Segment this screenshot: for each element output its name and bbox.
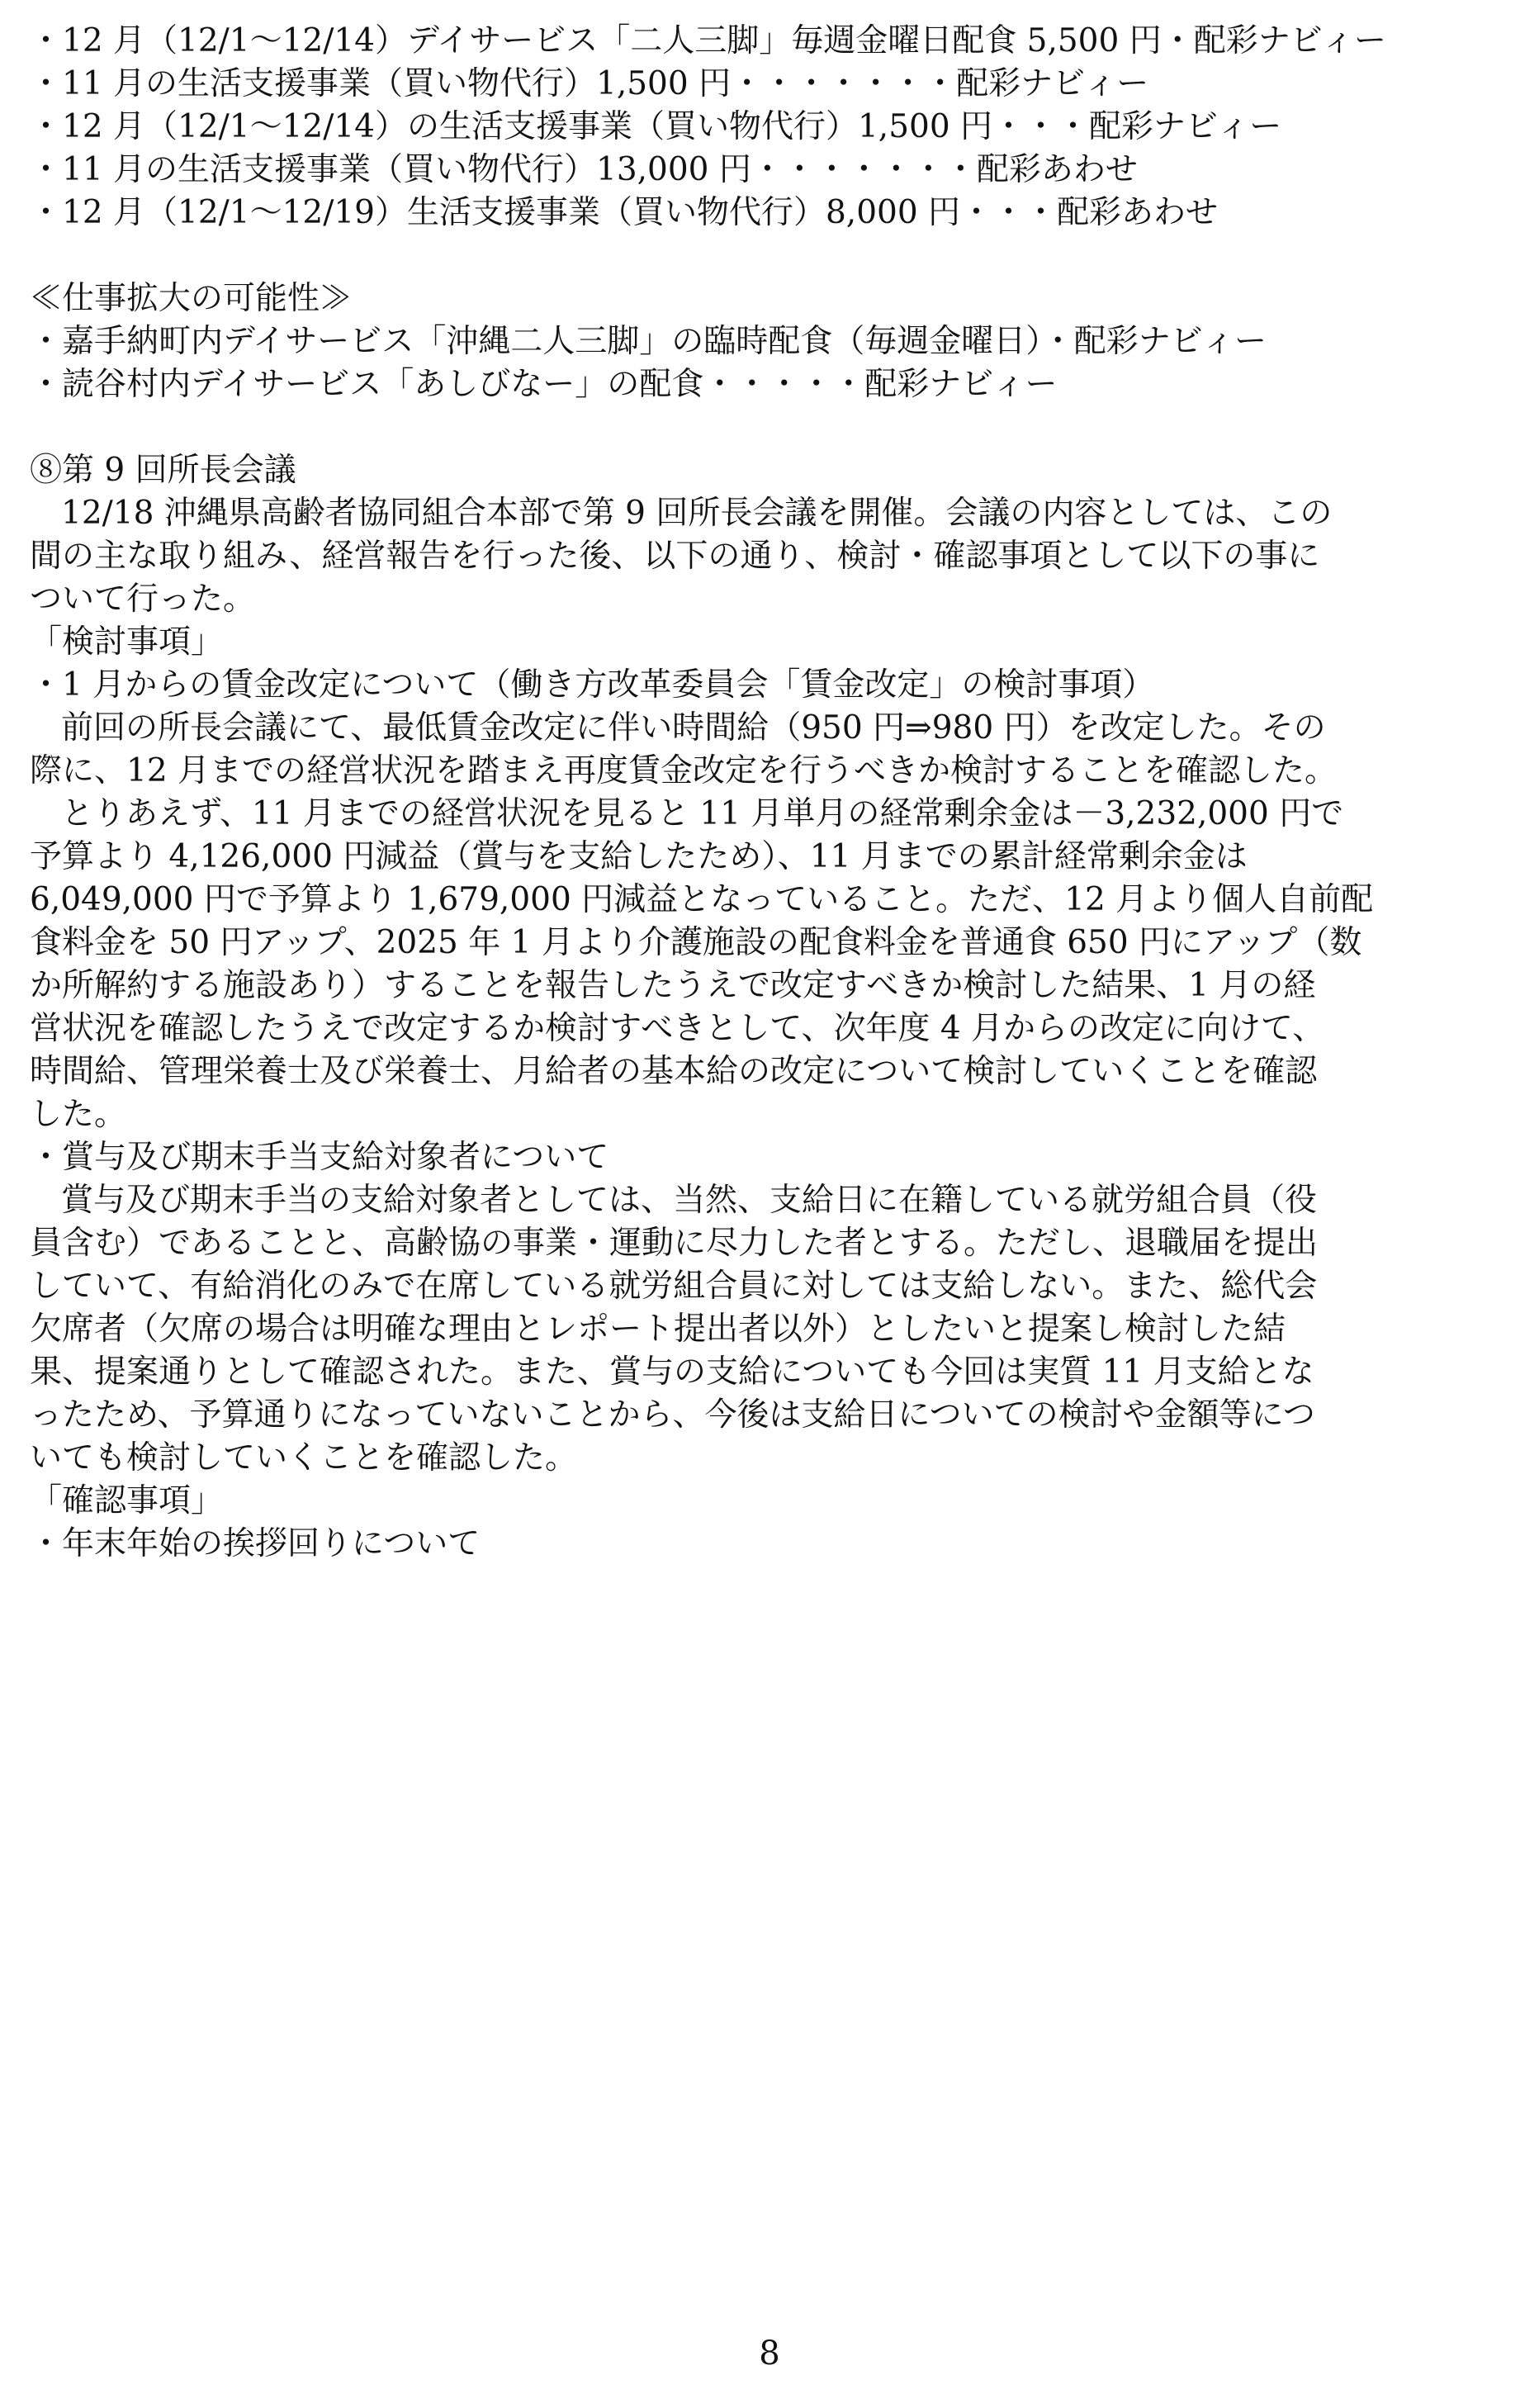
wage-text-line: 前回の所長会議にて、最低賃金改定に伴い時間給（950 円⇒980 円）を改定した。その <box>61 709 1326 747</box>
bonus-text-line: 果、提案通りとして確認された。また、賞与の支給についても今回は実質 11 月支給とな <box>30 1353 1314 1391</box>
expansion-heading: ≪仕事拡大の可能性≫ <box>30 280 353 317</box>
wage-text-line: 6,049,000 円で予算より 1,679,000 円減益となっていること。ただ、12 月より個人自前配 <box>30 881 1374 918</box>
sales-item-4: ・11 月の生活支援事業（買い物代行）13,000 円・・・・・・・配彩あわせ <box>30 151 1138 188</box>
bonus-text-line: 員含む）であることと、高齢協の事業・運動に尽力した者とする。ただし、退職届を提出 <box>30 1225 1319 1262</box>
wage-text-line: か所解約する施設あり）することを報告したうえで改定すべきか検討した結果、1 月の経 <box>30 967 1316 1004</box>
expansion-item-1: ・嘉手納町内デイサービス「沖縄二人三脚」の臨時配食（毎週金曜日）・配彩ナビィー <box>30 323 1267 360</box>
wage-text-line: した。 <box>30 1096 127 1133</box>
meeting-heading: ⑧第 9 回所長会議 <box>30 452 296 489</box>
bonus-eligibility-item: ・賞与及び期末手当支給対象者について <box>30 1139 609 1176</box>
meeting-intro-line: ついて行った。 <box>30 581 256 618</box>
wage-text-line: 食料金を 50 円アップ、2025 年 1 月より介護施設の配食料金を普通食 650 円にアップ（数 <box>30 924 1362 961</box>
wage-revision-item: ・1 月からの賃金改定について（働き方改革委員会「賃金改定」の検討事項） <box>30 666 1155 704</box>
wage-text-line: 際に、12 月までの経営状況を踏まえ再度賃金改定を行うべきか検討することを確認した。 <box>30 752 1338 789</box>
review-items-label: 「検討事項」 <box>30 623 224 661</box>
wage-text-line: とりあえず、11 月までの経営状況を見ると 11 月単月の経常剰余金は－3,232,000 円で <box>61 795 1344 832</box>
year-end-greeting-item: ・年末年始の挨拶回りについて <box>30 1525 481 1562</box>
sales-item-5: ・12 月（12/1～12/19）生活支援事業（買い物代行）8,000 円・・・配彩あわせ <box>30 194 1219 231</box>
wage-text-line: 時間給、管理栄養士及び栄養士、月給者の基本給の改定について検討していくことを確認 <box>30 1053 1318 1090</box>
sales-item-1: ・12 月（12/1～12/14）デイサービス「二人三脚」毎週金曜日配食 5,500 円・配彩ナビィー <box>30 22 1386 59</box>
page-number: 8 <box>759 2335 780 2372</box>
bonus-text-line: 欠席者（欠席の場合は明確な理由とレポート提出者以外）としたいと提案し検討した結 <box>30 1311 1286 1348</box>
meeting-intro-line: 間の主な取り組み、経営報告を行った後、以下の通り、検討・確認事項として以下の事に <box>30 538 1320 575</box>
expansion-item-2: ・読谷村内デイサービス「あしびなー」の配食・・・・・配彩ナビィー <box>30 366 1058 403</box>
sales-item-3: ・12 月（12/1～12/14）の生活支援事業（買い物代行）1,500 円・・・配彩ナビィー <box>30 108 1282 145</box>
meeting-intro-line: 12/18 沖縄県高齢者協同組合本部で第 9 回所長会議を開催。会議の内容としては、この <box>61 495 1333 532</box>
confirm-items-label: 「確認事項」 <box>30 1482 224 1519</box>
sales-item-2: ・11 月の生活支援事業（買い物代行）1,500 円・・・・・・・配彩ナビィー <box>30 65 1149 102</box>
bonus-text-line: していて、有給消化のみで在席している就労組合員に対しては支給しない。また、総代会 <box>30 1268 1318 1305</box>
bonus-text-line: ったため、予算通りになっていないことから、今後は支給日についての検討や金額等につ <box>30 1396 1315 1434</box>
bonus-text-line: いても検討していくことを確認した。 <box>30 1439 578 1477</box>
wage-text-line: 営状況を確認したうえで改定するか検討すべきとして、次年度 4 月からの改定に向けて、 <box>30 1010 1325 1047</box>
wage-text-line: 予算より 4,126,000 円減益（賞与を支給したため）、11 月までの累計経常剰余金は <box>30 838 1248 875</box>
bonus-text-line: 賞与及び期末手当の支給対象者としては、当然、支給日に在籍している就労組合員（役 <box>61 1182 1318 1219</box>
